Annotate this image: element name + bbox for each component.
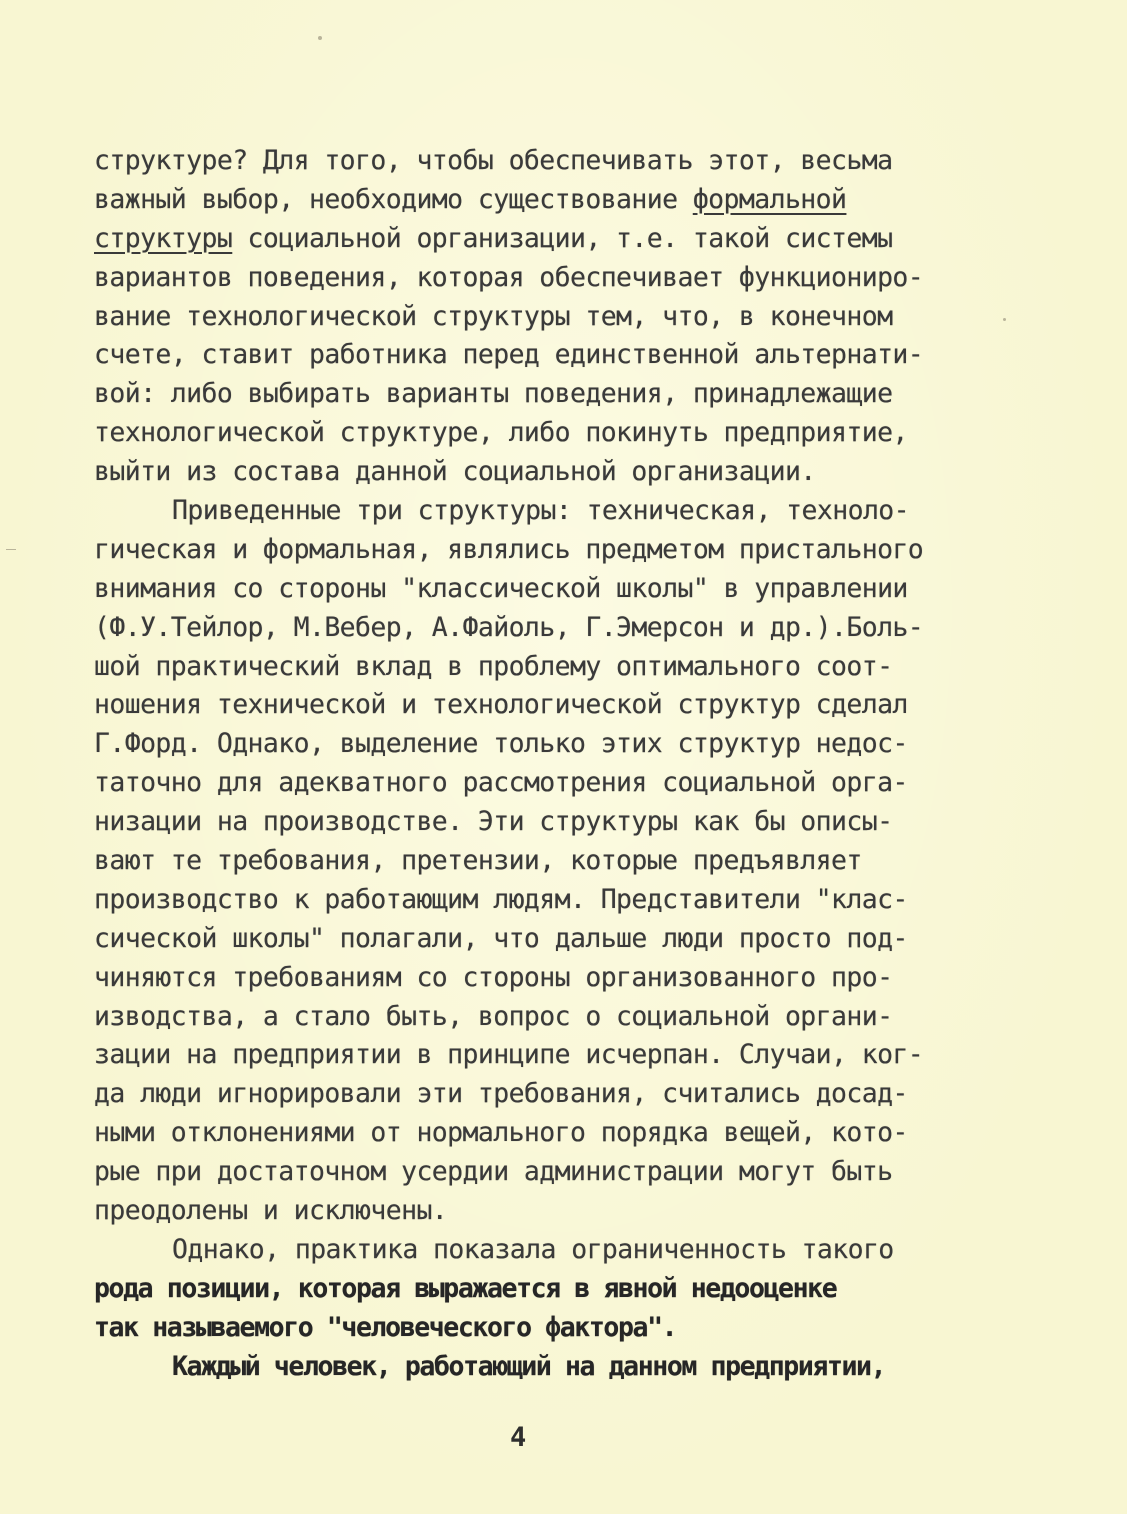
text-line: вают те требования, претензии, которые предъявляет bbox=[94, 845, 862, 877]
text-line: рые при достаточном усердии администрации могут быть bbox=[94, 1156, 893, 1188]
text-line: изводства, а стало быть, вопрос о социальной органи- bbox=[94, 1000, 893, 1032]
paragraph-start-line: Каждый человек, работающий на данном предприятии, bbox=[172, 1350, 886, 1382]
text-line: вариантов поведения, которая обеспечивает функциониро- bbox=[94, 261, 924, 293]
body-text bbox=[94, 142, 994, 1387]
text-line: ношения технической и технологической структур сделал bbox=[94, 689, 908, 721]
text-fragment: важный выбор, необходимо существование bbox=[94, 183, 693, 215]
text-line: чиняются требованиям со стороны организованного про- bbox=[94, 961, 893, 993]
text-line: зации на предприятии в принципе исчерпан. Случаи, ког- bbox=[94, 1039, 924, 1071]
text-line bbox=[94, 181, 994, 220]
text-line: ными отклонениями от нормального порядка вещей, кото- bbox=[94, 1117, 908, 1149]
text-line: счете, ставит работника перед единственной альтернати- bbox=[94, 339, 924, 371]
paragraph-start-line: Однако, практика показала ограниченность такого bbox=[172, 1233, 894, 1265]
text-line: преодолены и исключены. bbox=[94, 1195, 448, 1227]
underlined-term-formal: формальной bbox=[692, 183, 847, 215]
text-line: рода позиции, которая выражается в явной недооценке bbox=[94, 1272, 837, 1304]
text-line: технологической структуре, либо покинуть предприятие, bbox=[94, 417, 908, 449]
text-line: шой практический вклад в проблему оптимального соот- bbox=[94, 650, 893, 682]
text-line: низации на производстве. Эти структуры как бы описы- bbox=[94, 806, 893, 838]
text-line: вой: либо выбирать варианты поведения, принадлежащие bbox=[94, 378, 893, 410]
paragraph-start-line: Приведенные три структуры: техническая, техноло- bbox=[172, 495, 910, 527]
text-fragment: социальной организации, т.е. такой системы bbox=[232, 222, 893, 254]
paper-speck bbox=[1003, 318, 1006, 321]
paper-speck bbox=[6, 549, 16, 550]
text-line: выйти из состава данной социальной организации. bbox=[94, 456, 816, 488]
page-number: 4 bbox=[510, 1422, 527, 1453]
underlined-term-structure: структуры bbox=[94, 222, 233, 254]
text-line: сической школы" полагали, что дальше люди просто под- bbox=[94, 922, 908, 954]
text-line: так называемого "человеческого фактора". bbox=[94, 1311, 677, 1343]
text-line bbox=[94, 220, 994, 259]
text-line: (Ф.У.Тейлор, М.Вебер, А.Файоль, Г.Эмерсон и др.).Боль- bbox=[94, 611, 924, 643]
text-line: внимания со стороны "классической школы" в управлении bbox=[94, 572, 908, 604]
text-line: гическая и формальная, являлись предметом пристального bbox=[94, 533, 924, 565]
text-line: Г.Форд. Однако, выделение только этих структур недос- bbox=[94, 728, 908, 760]
text-line: структуре? Для того, чтобы обеспечивать этот, весьма bbox=[94, 145, 893, 176]
text-line: таточно для адекватного рассмотрения социальной орга- bbox=[94, 767, 908, 799]
text-line: вание технологической структуры тем, что, в конечном bbox=[94, 300, 893, 332]
text-line: производство к работающим людям. Представители "клас- bbox=[94, 883, 908, 915]
text-line: да люди игнорировали эти требования, считались досад- bbox=[94, 1078, 908, 1110]
paper-speck bbox=[318, 36, 322, 40]
